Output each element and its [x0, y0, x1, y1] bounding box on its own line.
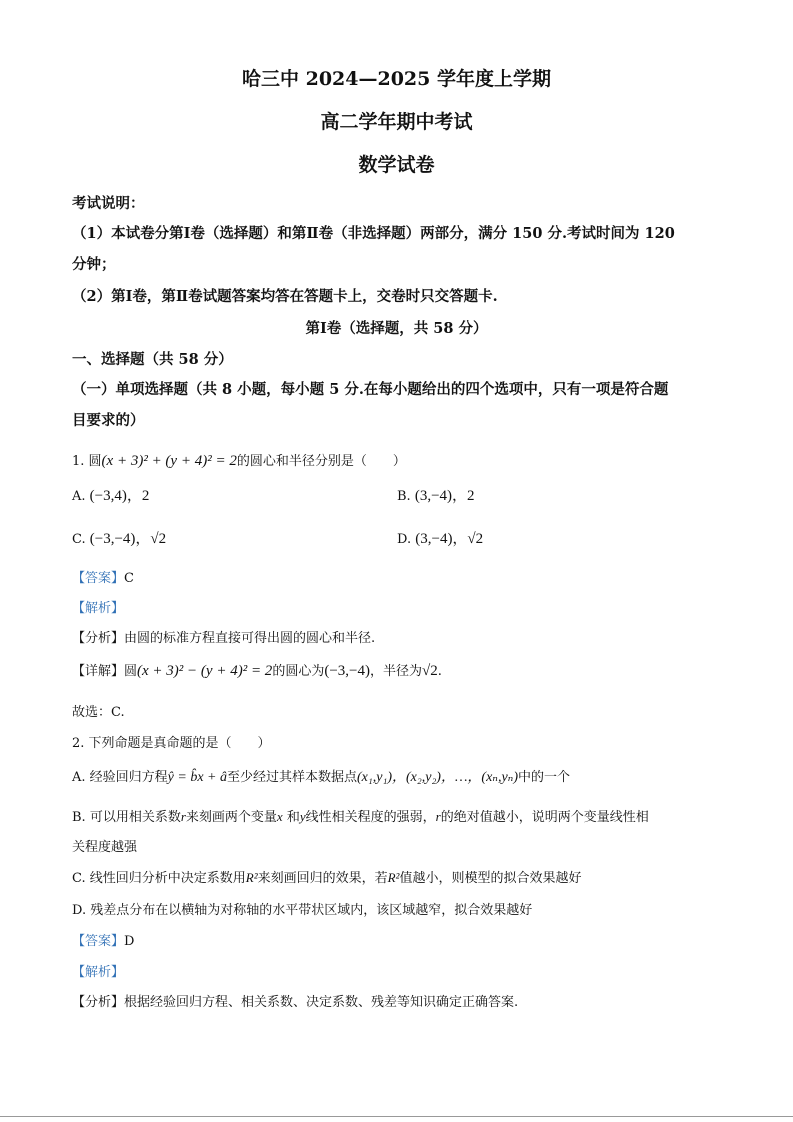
fenxi-tag: 【分析】 [72, 631, 125, 646]
math-var: y [299, 809, 306, 824]
option-text: 中的一个 [518, 770, 571, 785]
answer-tag: 【答案】 [72, 934, 125, 949]
answer-value: D [124, 934, 135, 949]
xiangjie-text: . [437, 664, 442, 679]
fenxi-text: 根据经验回归方程、相关系数、决定系数、残差等知识确定正确答案. [124, 995, 519, 1010]
part-title: 一、选择题（共 58 分） [72, 351, 233, 368]
option-text: A. 经验回归方程 [72, 770, 168, 785]
xiangjie-equation: (x + 3)² − (y + 4)² = 2 [137, 663, 273, 679]
question-2-option-d: D. 残差点分布在以横轴为对称轴的水平带状区域内，该区域越窄，拟合效果越好 [72, 903, 533, 918]
subsection-title: （一）单项选择题（共 8 小题，每小题 5 分.在每小题给出的四个选项中，只有一项是符合题 [72, 381, 669, 398]
xiangjie-text: 圆 [124, 664, 138, 679]
option-c-value: (−3,−4)，√2 [89, 531, 167, 547]
fenxi-tag: 【分析】 [72, 995, 125, 1010]
option-text: 至少经过其样本数据点 [226, 770, 357, 785]
exam-title-school: 哈三中 2024—2025 学年度上学期 [242, 68, 551, 90]
option-label: B. [397, 489, 411, 504]
math-var: r [180, 809, 186, 824]
question-1-option-a [72, 484, 149, 505]
option-text: 来刻画回归的效果，若 [257, 871, 388, 886]
question-1-stem-tail: 的圆心和半径分别是（ ） [236, 454, 406, 469]
page-bottom-rule [0, 1116, 793, 1117]
math-var: R² [245, 870, 258, 885]
question-1-analysis-tag: 【解析】 [72, 601, 125, 616]
answer-tag: 【答案】 [72, 571, 125, 586]
option-text: B. 可以用相关系数 [72, 810, 181, 825]
option-text: 值越小，则模型的拟合效果越好 [399, 871, 582, 886]
exam-title-grade: 高二学年期中考试 [320, 111, 473, 133]
option-text: 和 [286, 810, 300, 825]
question-1-answer [72, 567, 134, 586]
fenxi-text: 由圆的标准方程直接可得出圆的圆心和半径. [124, 631, 376, 646]
question-1-stem [72, 450, 406, 470]
xiangjie-tag: 【详解】 [72, 664, 125, 679]
regression-equation: ŷ = b̂x + â [167, 770, 227, 785]
option-b-value: (3,−4)，2 [414, 488, 475, 504]
question-1-number: 1. 圆 [72, 454, 102, 469]
question-1-fenxi [72, 627, 375, 646]
volume-title: 第Ⅰ卷（选择题，共 58 分） [305, 320, 488, 337]
question-2-fenxi [72, 991, 518, 1010]
xiangjie-text: 的圆心为 [272, 664, 325, 679]
option-text: C. 线性回归分析中决定系数用 [72, 871, 246, 886]
option-text: 线性相关程度的强弱， [305, 810, 436, 825]
instruction-item-1: （1）本试卷分第Ⅰ卷（选择题）和第Ⅱ卷（非选择题）两部分，满分 150 分.考试时间为 120 [72, 225, 675, 242]
xiangjie-radius: √2 [422, 663, 438, 679]
question-2-stem: 2. 下列命题是真命题的是（ ） [72, 736, 271, 751]
instruction-item-2: （2）第Ⅰ卷，第Ⅱ卷试题答案均答在答题卡上，交卷时只交答题卡. [72, 288, 498, 305]
math-var: r [435, 809, 441, 824]
question-1-xiangjie [72, 660, 442, 680]
question-1-option-b [397, 484, 475, 505]
math-var: x [276, 809, 283, 824]
question-2-option-c [72, 867, 581, 886]
option-d-value: (3,−4)，√2 [415, 531, 484, 547]
question-2-option-a [72, 766, 570, 786]
math-var: R² [387, 870, 400, 885]
option-label: D. [397, 532, 412, 547]
instructions-heading: 考试说明： [72, 195, 145, 212]
answer-value: C [124, 571, 134, 586]
question-2-option-b-cont: 关程度越强 [72, 840, 138, 855]
option-label: C. [72, 532, 86, 547]
question-2-option-b [72, 806, 649, 825]
question-2-answer [72, 930, 134, 949]
xiangjie-center: (−3,−4) [324, 663, 370, 679]
xiangjie-text: ，半径为 [370, 664, 423, 679]
question-1-option-d [397, 527, 483, 548]
question-2-analysis-tag: 【解析】 [72, 965, 125, 980]
question-1-equation: (x + 3)² + (y + 4)² = 2 [101, 453, 237, 469]
subsection-title-cont: 目要求的） [72, 412, 145, 429]
option-a-value: (−3,4)，2 [89, 488, 150, 504]
instruction-item-1-cont: 分钟； [72, 256, 116, 273]
sample-points: (x₁,y₁)，(x₂,y₂)，…，(xₙ,yₙ) [357, 770, 519, 785]
option-text: 来刻画两个变量 [185, 810, 277, 825]
option-text: 的绝对值越小，说明两个变量线性相 [440, 810, 649, 825]
option-label: A. [72, 489, 86, 504]
question-1-choice: 故选：C. [72, 705, 125, 720]
question-1-option-c [72, 527, 166, 548]
exam-title-subject: 数学试卷 [358, 154, 435, 176]
